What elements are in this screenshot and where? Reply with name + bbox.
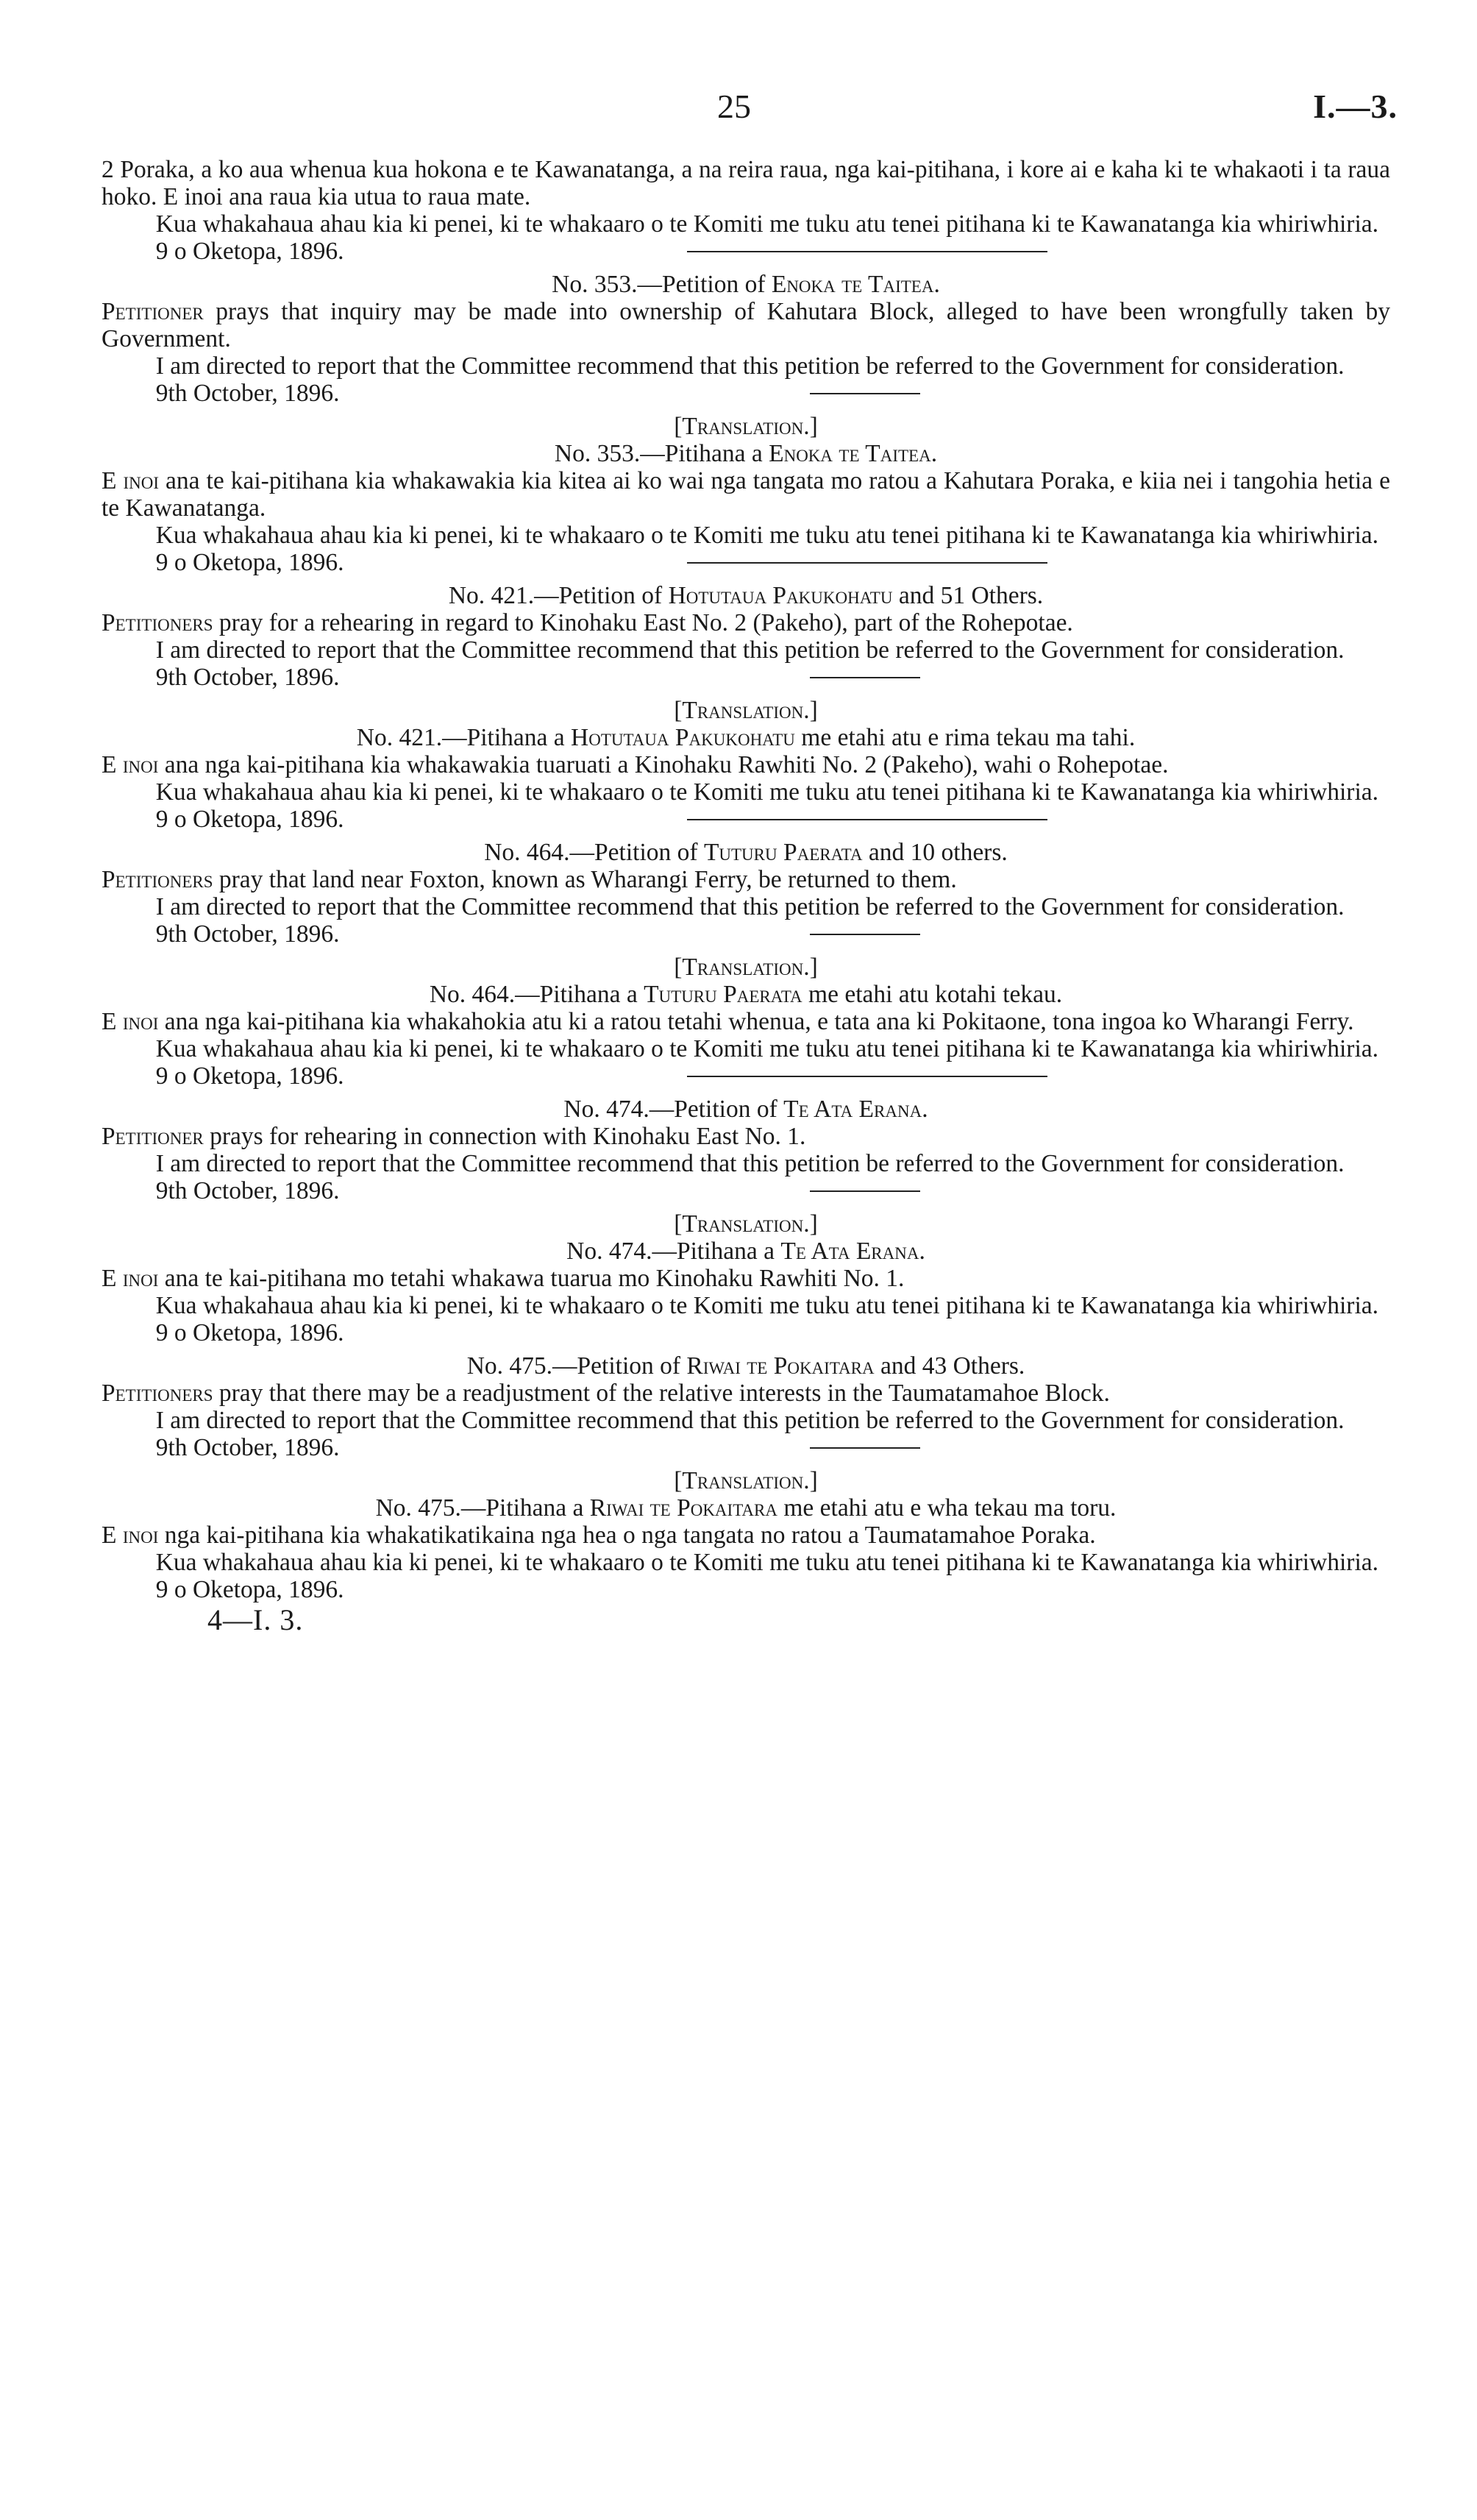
petition-body: Petitioner prays that inquiry may be made into ownership of Kahutara Block, alleged to have been wrongfully taken by Government. [102,298,1390,352]
translation-divider [810,1447,920,1449]
petition-date: 9th October, 1896. [155,664,340,691]
petition-report: I am directed to report that the Committee recommend that this petition be referred to the Government for consideration. [155,352,1345,380]
pitihana-body: E inoi ana te kai-pitihana mo tetahi whakawa tuarua mo Kinohaku Rawhiti No. 1. [102,1265,905,1292]
series-number: I.—3. [1313,88,1398,125]
pitihana-title: No. 475.—Pitihana a Riwai te Pokaitara me etahi atu e wha tekau ma toru. [375,1494,1117,1522]
pitihana-report: Kua whakahaua ahau kia ki penei, ki te whakaaro o te Komiti me tuku atu tenei pitihana ki te Kawanatanga kia whiriwhiria. [155,1035,1379,1062]
petition-report: I am directed to report that the Committee recommend that this petition be referred to the Government for consideration. [155,1150,1345,1177]
translation-label: [Translation.] [674,1210,818,1238]
pitihana-date-row [102,806,1390,833]
petition-title: No. 475.—Petition of Riwai te Pokaitara and 43 Others. [466,1352,1025,1380]
petition-464 [102,833,1390,1090]
pitihana-date-row [102,549,1390,576]
petition-title: No. 464.—Petition of Tuturu Paerata and 10 others. [484,839,1008,866]
petition-report: I am directed to report that the Committee recommend that this petition be referred to the Government for consideration. [155,893,1345,920]
section-divider [687,251,1047,252]
petition-date: 9th October, 1896. [155,1177,340,1204]
section-divider [687,1076,1047,1077]
petition-date: 9th October, 1896. [155,380,340,407]
translation-label: [Translation.] [674,1467,818,1494]
petition-date-row [102,380,1390,407]
page-number: 25 [717,88,751,125]
translation-label: [Translation.] [674,954,818,981]
petition-title: No. 474.—Petition of Te Ata Erana. [563,1096,928,1123]
section-divider [687,819,1047,820]
pitihana-title: No. 421.—Pitihana a Hotutaua Pakukohatu me etahi atu e rima tekau ma tahi. [356,724,1136,751]
petition-body: Petitioner prays for rehearing in connection with Kinohaku East No. 1. [102,1123,806,1150]
section-divider [687,562,1047,564]
pitihana-date: 9 o Oketopa, 1896. [155,1062,344,1090]
pitihana-title: No. 464.—Pitihana a Tuturu Paerata me etahi atu kotahi tekau. [429,981,1063,1008]
pitihana-date-row [102,1062,1390,1090]
petition-date: 9th October, 1896. [155,920,340,948]
pitihana-body: E inoi ana nga kai-pitihana kia whakahokia atu ki a ratou tetahi whenua, e tata ana ki Pokitaone, tona ingoa ko Wharangi Ferry. [102,1008,1354,1035]
petition-body: Petitioners pray that there may be a readjustment of the relative interests in the Taumatamahoe Block. [102,1380,1110,1407]
intro-paragraph: 2 Poraka, a ko aua whenua kua hokona e te Kawanatanga, a na reira raua, nga kai-pitihana, i kore ai e kaha ki te whakaoti i ta raua hoko. E inoi ana raua kia utua to raua mate. [102,156,1390,210]
pitihana-report: Kua whakahaua ahau kia ki penei, ki te whakaaro o te Komiti me tuku atu tenei pitihana ki te Kawanatanga kia whiriwhiria. [155,1549,1379,1576]
translation-label: [Translation.] [674,413,818,440]
page-header [0,87,1477,131]
pitihana-report: Kua whakahaua ahau kia ki penei, ki te whakaaro o te Komiti me tuku atu tenei pitihana ki te Kawanatanga kia whiriwhiria. [155,778,1379,806]
petition-report: I am directed to report that the Committee recommend that this petition be referred to the Government for consideration. [155,636,1345,664]
intro-report: Kua whakahaua ahau kia ki penei, ki te whakaaro o te Komiti me tuku atu tenei pitihana ki te Kawanatanga kia whiriwhiria. [155,210,1379,238]
pitihana-title: No. 474.—Pitihana a Te Ata Erana. [566,1238,925,1265]
pitihana-date: 9 o Oketopa, 1896. [155,1576,344,1603]
petition-body: Petitioners pray that land near Foxton, known as Wharangi Ferry, be returned to them. [102,866,957,893]
translation-divider [810,677,920,678]
petition-title: No. 353.—Petition of Enoka te Taitea. [552,271,940,298]
intro-date-row [102,238,1390,265]
petition-date-row [102,1177,1390,1204]
pitihana-date: 9 o Oketopa, 1896. [155,549,344,576]
document-body [102,156,1390,1637]
intro-block [102,156,1390,265]
petition-474 [102,1090,1390,1346]
intro-date: 9 o Oketopa, 1896. [155,238,344,265]
translation-divider [810,1190,920,1192]
signature-mark: 4—I. 3. [207,1603,304,1636]
translation-label: [Translation.] [674,697,818,724]
pitihana-report: Kua whakahaua ahau kia ki penei, ki te whakaaro o te Komiti me tuku atu tenei pitihana ki te Kawanatanga kia whiriwhiria. [155,1292,1379,1319]
petition-date-row [102,664,1390,691]
pitihana-body: E inoi nga kai-pitihana kia whakatikatikaina nga hea o nga tangata no ratou a Taumatamahoe Poraka. [102,1522,1096,1549]
petition-date-row [102,920,1390,948]
translation-divider [810,393,920,394]
petition-title: No. 421.—Petition of Hotutaua Pakukohatu and 51 Others. [448,582,1044,609]
pitihana-date-row [102,1319,1390,1346]
petition-475 [102,1346,1390,1603]
translation-divider [810,934,920,935]
pitihana-body: E inoi ana nga kai-pitihana kia whakawakia tuaruati a Kinohaku Rawhiti No. 2 (Pakeho), wahi o Rohepotae. [102,751,1169,778]
petition-body: Petitioners pray for a rehearing in regard to Kinohaku East No. 2 (Pakeho), part of the Rohepotae. [102,609,1073,636]
petition-353 [102,265,1390,576]
petition-date-row [102,1434,1390,1461]
pitihana-date: 9 o Oketopa, 1896. [155,1319,344,1346]
petition-date: 9th October, 1896. [155,1434,340,1461]
petition-421 [102,576,1390,833]
petition-report: I am directed to report that the Committee recommend that this petition be referred to the Government for consideration. [155,1407,1345,1434]
pitihana-body: E inoi ana te kai-pitihana kia whakawakia kia kitea ai ko wai nga tangata mo ratou a Kahutara Poraka, e kiia nei i tangohia hetia e te Kawanatanga. [102,467,1390,522]
pitihana-date: 9 o Oketopa, 1896. [155,806,344,833]
pitihana-title: No. 353.—Pitihana a Enoka te Taitea. [554,440,938,467]
pitihana-report: Kua whakahaua ahau kia ki penei, ki te whakaaro o te Komiti me tuku atu tenei pitihana ki te Kawanatanga kia whiriwhiria. [155,522,1379,549]
